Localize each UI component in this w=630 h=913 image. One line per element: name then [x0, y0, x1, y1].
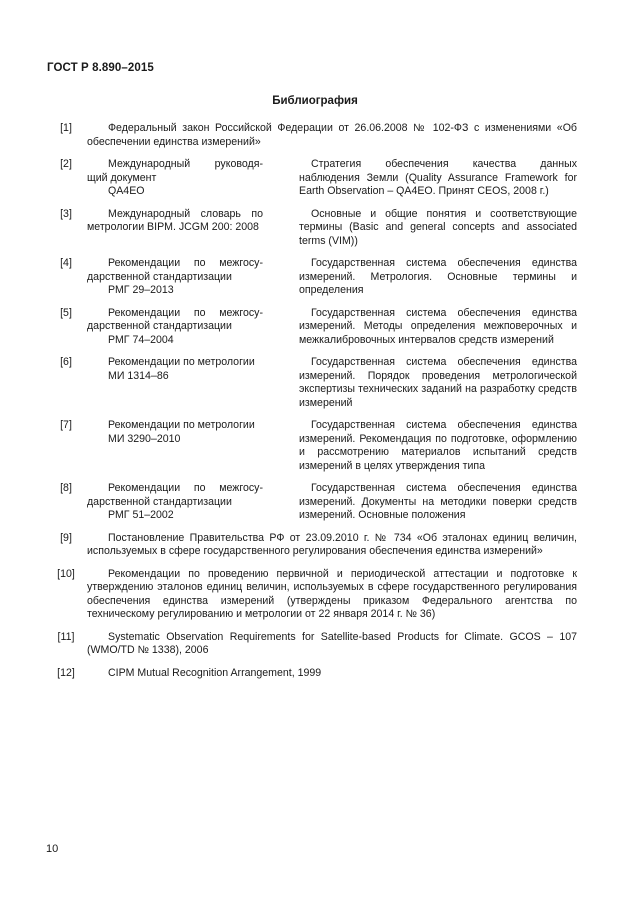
entry-title: Государственная система обеспечения единства измерений. Рекомендация по подготовке, оформлению и рассмотрению материалов испытаний средств измерений в целях утверждения типа: [299, 419, 577, 472]
entry-number: [8]: [60, 482, 72, 494]
entry-text: Systematic Observation Requirements for Satellite-based Products for Climate. GCOS – 107 (WMO/TD № 1338), 2006: [87, 630, 577, 656]
entry-number: [1]: [60, 122, 72, 134]
entry-source: Международный руководя- щий документ QA4EO: [87, 158, 263, 197]
entry-text: Рекомендации по проведению первичной и периодической аттестации и подготовке к утверждению эталонов единиц величин, используемых в сфере государственного регулирования обеспечения единства измерений (утверждены приказом Федерального агентства по техническому регулированию и метрологии от 22 января 2014 г. № 36): [87, 567, 577, 620]
entry-text: Постановление Правительства РФ от 23.09.2010 г. № 734 «Об эталонах единиц величин, используемых в сфере государственного регулирования обеспечения единства измерений»: [87, 531, 577, 557]
entry-source: Международный словарь по метрологии BIPM. JCGM 200: 2008: [87, 207, 263, 233]
bibliography-entry: [54, 122, 577, 149]
bibliography-entry: [54, 307, 577, 348]
bibliography-entry: [54, 257, 577, 298]
bibliography-entry: [54, 532, 577, 559]
bibliography-entry: [54, 419, 577, 473]
bibliography-entry: [54, 667, 577, 681]
entry-text: CIPM Mutual Recognition Arrangement, 1999: [108, 666, 322, 679]
entry-number: [6]: [60, 356, 72, 368]
entry-number: [5]: [60, 306, 72, 319]
entry-number: [12]: [57, 666, 75, 679]
entry-number: [4]: [60, 257, 72, 269]
entry-source: Рекомендации по метрологии МИ 3290–2010: [108, 419, 255, 445]
bibliography-entry: [54, 158, 577, 199]
entry-source: Рекомендации по метрологии МИ 1314–86: [108, 356, 255, 382]
entry-number: [9]: [60, 531, 72, 544]
entry-number: [7]: [60, 419, 72, 431]
bibliography-entry: [54, 631, 577, 658]
bibliography-entry: [54, 568, 577, 622]
entry-title: Стратегия обеспечения качества данных наблюдения Земли (Quality Assurance Framework for Earth Observation – QA4EO. Принят CEOS, 2008 г.): [299, 158, 577, 197]
entry-title: Государственная система обеспечения единства измерений. Методы определения межповерочных и межкалибровочных интервалов средств измерений: [299, 306, 577, 346]
bibliography-list: [54, 122, 577, 689]
bibliography-title: Библиография: [272, 95, 358, 107]
entry-title: Государственная система обеспечения единства измерений. Метрология. Основные термины и определения: [299, 257, 577, 296]
bibliography-entry: [54, 482, 577, 523]
entry-title: Государственная система обеспечения единства измерений. Документы на методики поверки средств измерений. Основные положения: [299, 482, 577, 521]
entry-number: [11]: [57, 630, 75, 643]
entry-number: [10]: [57, 567, 75, 580]
entry-title: Государственная система обеспечения единства измерений. Порядок проведения метрологической экспертизы технических заданий на разработку средств измерений: [299, 356, 577, 409]
entry-text: Федеральный закон Российской Федерации от 26.06.2008 № 102-ФЗ с изменениями «Об обеспечении единства измерений»: [87, 122, 577, 148]
entry-number: [3]: [60, 207, 72, 220]
entry-source: Рекомендации по межгосу- дарственной стандартизации РМГ 29–2013: [87, 257, 263, 296]
entry-title: Основные и общие понятия и соответствующие термины (Basic and general concepts and associated terms (VIM)): [299, 207, 577, 247]
bibliography-entry: [54, 356, 577, 410]
entry-source: Рекомендации по межгосу- дарственной стандартизации РМГ 74–2004: [87, 306, 263, 346]
page-number: 10: [46, 843, 59, 855]
entry-number: [2]: [60, 158, 72, 170]
bibliography-entry: [54, 208, 577, 249]
document-standard-code: ГОСТ Р 8.890–2015: [47, 62, 154, 74]
entry-source: Рекомендации по межгосу- дарственной стандартизации РМГ 51–2002: [87, 482, 263, 521]
